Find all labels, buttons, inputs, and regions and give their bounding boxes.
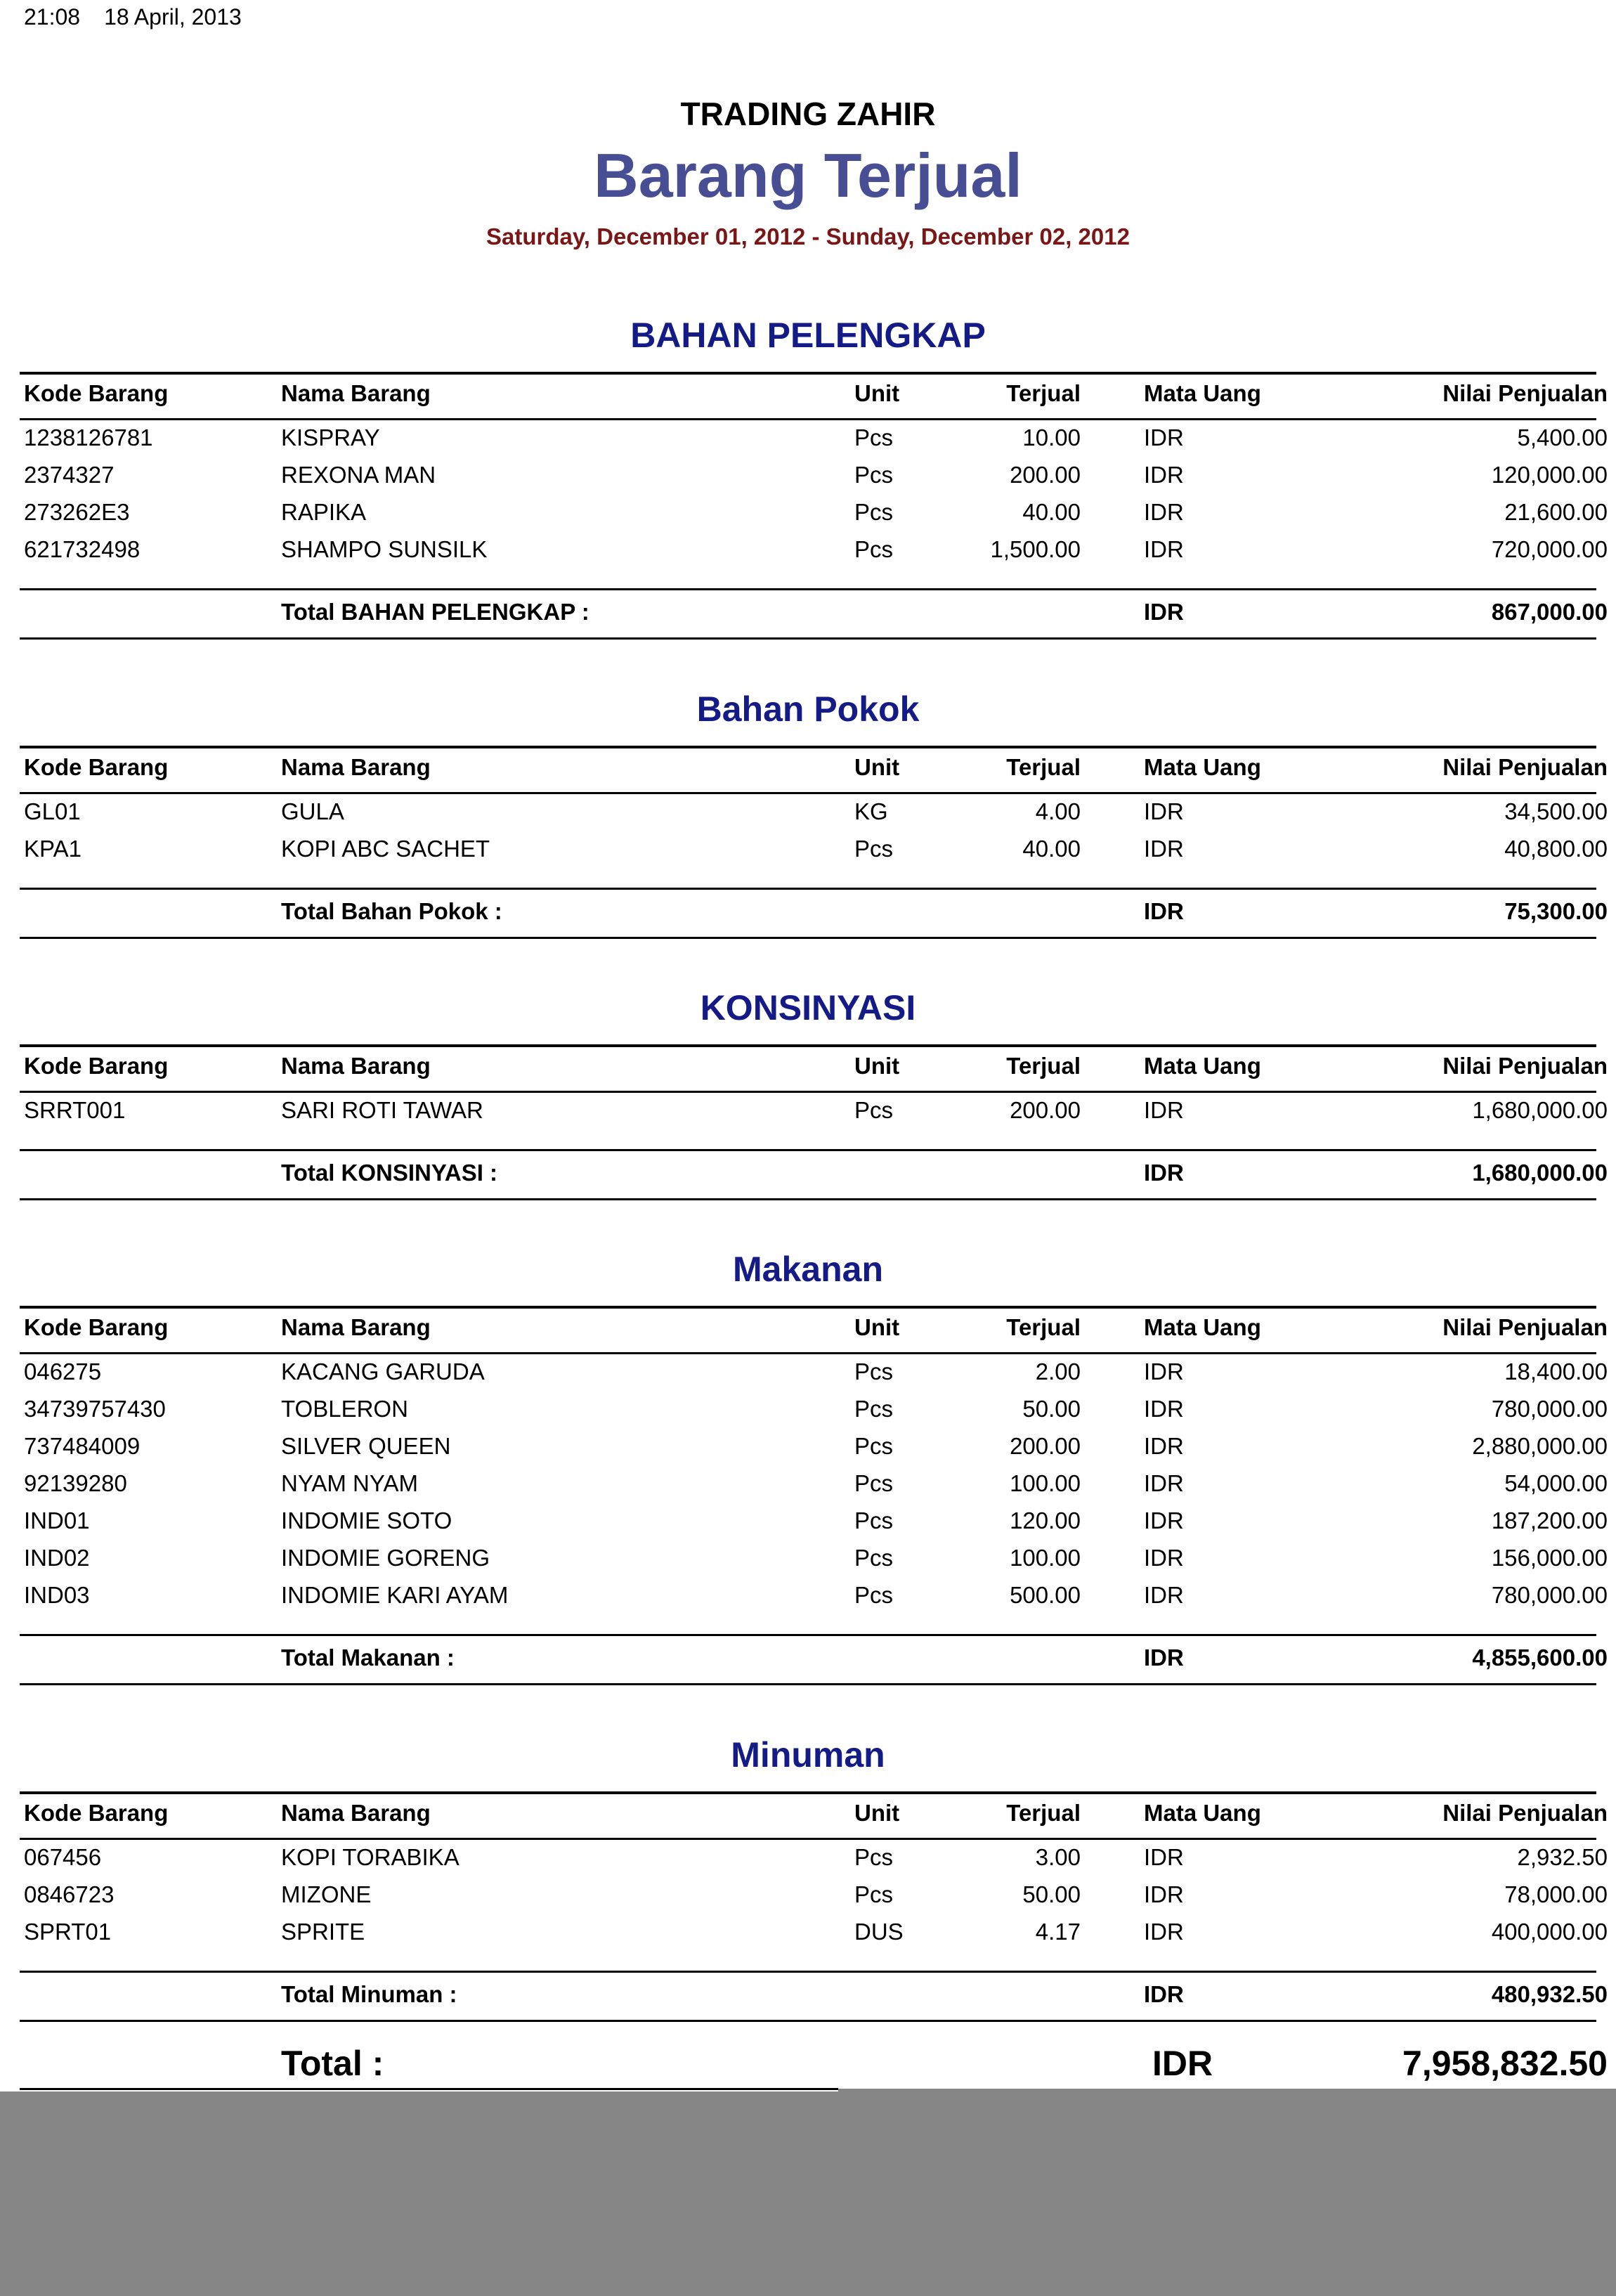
column-header-value: Nilai Penjualan (1442, 1800, 1608, 1826)
column-header-code: Kode Barang (24, 1314, 169, 1340)
table-row (20, 798, 1608, 826)
cell-unit: Pcs (854, 1545, 894, 1571)
cell-sold: 40.00 (1022, 836, 1081, 862)
column-header-currency: Mata Uang (1144, 1053, 1261, 1079)
cell-sold: 200.00 (1010, 1097, 1081, 1123)
cell-value: 780,000.00 (1491, 1396, 1608, 1422)
group-title: BAHAN PELENGKAP (630, 316, 986, 355)
cell-currency: IDR (1144, 1844, 1184, 1870)
group-total-row (20, 598, 1608, 626)
table-row (20, 1507, 1608, 1535)
table-row (20, 1470, 1608, 1498)
column-header-row (20, 1799, 1608, 1827)
table-row (20, 461, 1608, 489)
report-header (0, 93, 1616, 252)
column-header-row (20, 753, 1608, 781)
column-header-sold: Terjual (1006, 1800, 1081, 1826)
column-header-sold: Terjual (1006, 380, 1081, 406)
group-total-label: Total KONSINYASI : (281, 1160, 498, 1186)
group-total-label: Total BAHAN PELENGKAP : (281, 599, 589, 625)
cell-sold: 4.00 (1035, 798, 1081, 824)
cell-currency: IDR (1144, 1097, 1184, 1123)
group-total-value: 4,855,600.00 (1472, 1645, 1608, 1671)
cell-code: KPA1 (24, 836, 82, 862)
table-row (20, 498, 1608, 526)
cell-currency: IDR (1144, 1470, 1184, 1496)
column-header-name: Nama Barang (281, 380, 431, 406)
total-bottom-rule (20, 2020, 1596, 2022)
table-row (20, 1581, 1608, 1609)
cell-sold: 500.00 (1010, 1582, 1081, 1608)
cell-value: 18,400.00 (1504, 1358, 1608, 1384)
cell-name: SHAMPO SUNSILK (281, 536, 488, 562)
cell-unit: Pcs (854, 1396, 894, 1422)
cell-code: 621732498 (24, 536, 141, 562)
column-header-currency: Mata Uang (1144, 380, 1261, 406)
table-row (20, 1544, 1608, 1572)
header-bottom-rule (20, 418, 1596, 420)
column-header-code: Kode Barang (24, 1800, 169, 1826)
cell-sold: 2.00 (1035, 1358, 1081, 1384)
column-header-sold: Terjual (1006, 1314, 1081, 1340)
cell-value: 187,200.00 (1491, 1507, 1608, 1533)
cell-value: 78,000.00 (1504, 1881, 1608, 1907)
column-header-value: Nilai Penjualan (1442, 1053, 1608, 1079)
column-header-currency: Mata Uang (1144, 754, 1261, 780)
column-header-value: Nilai Penjualan (1442, 380, 1608, 406)
report-title: Barang Terjual (594, 141, 1022, 210)
group-total-value: 480,932.50 (1491, 1981, 1608, 2007)
cell-name: INDOMIE KARI AYAM (281, 1582, 509, 1608)
cell-currency: IDR (1144, 536, 1184, 562)
table-row (20, 1395, 1608, 1423)
total-bottom-rule (20, 937, 1596, 939)
group-title: Minuman (731, 1735, 885, 1775)
group-total-currency: IDR (1144, 898, 1184, 924)
table-row (20, 1918, 1608, 1946)
cell-unit: Pcs (854, 1358, 894, 1384)
cell-value: 780,000.00 (1491, 1582, 1608, 1608)
cell-currency: IDR (1144, 1396, 1184, 1422)
column-header-name: Nama Barang (281, 754, 431, 780)
total-bottom-rule (20, 637, 1596, 640)
column-header-name: Nama Barang (281, 1314, 431, 1340)
cell-unit: KG (854, 798, 888, 824)
column-header-unit: Unit (854, 1314, 900, 1340)
cell-unit: Pcs (854, 1881, 894, 1907)
cell-currency: IDR (1144, 1881, 1184, 1907)
group-total-currency: IDR (1144, 1981, 1184, 2007)
column-header-code: Kode Barang (24, 380, 169, 406)
column-header-row (20, 380, 1608, 408)
cell-value: 720,000.00 (1491, 536, 1608, 562)
cell-currency: IDR (1144, 1545, 1184, 1571)
cell-sold: 100.00 (1010, 1470, 1081, 1496)
total-top-rule (20, 1971, 1596, 1973)
cell-name: INDOMIE GORENG (281, 1545, 490, 1571)
cell-unit: Pcs (854, 536, 894, 562)
cell-currency: IDR (1144, 1582, 1184, 1608)
cell-sold: 4.17 (1035, 1919, 1081, 1945)
column-header-unit: Unit (854, 1800, 900, 1826)
column-header-sold: Terjual (1006, 754, 1081, 780)
table-row (20, 424, 1608, 452)
header-bottom-rule (20, 1352, 1596, 1354)
report-period: Saturday, December 01, 2012 - Sunday, December 02, 2012 (486, 223, 1130, 249)
cell-sold: 100.00 (1010, 1545, 1081, 1571)
column-header-sold: Terjual (1006, 1053, 1081, 1079)
cell-value: 40,800.00 (1504, 836, 1608, 862)
cell-sold: 40.00 (1022, 499, 1081, 525)
group-total-currency: IDR (1144, 1645, 1184, 1671)
table-row (20, 1358, 1608, 1386)
header-top-rule (20, 1044, 1596, 1047)
cell-name: REXONA MAN (281, 462, 436, 488)
group-total-value: 1,680,000.00 (1472, 1160, 1608, 1186)
table-row (20, 1096, 1608, 1124)
cell-code: GL01 (24, 798, 81, 824)
cell-code: 1238126781 (24, 424, 153, 450)
header-top-rule (20, 746, 1596, 748)
cell-code: IND02 (24, 1545, 90, 1571)
cell-code: 92139280 (24, 1470, 127, 1496)
empty-page-area (0, 2089, 1616, 2296)
group-total-row (20, 1980, 1608, 2009)
column-header-code: Kode Barang (24, 1053, 169, 1079)
column-header-name: Nama Barang (281, 1800, 431, 1826)
print-timestamp (24, 4, 242, 30)
cell-sold: 10.00 (1022, 424, 1081, 450)
cell-value: 1,680,000.00 (1472, 1097, 1608, 1123)
grand-total-currency: IDR (1152, 2044, 1213, 2083)
cell-currency: IDR (1144, 1507, 1184, 1533)
cell-sold: 50.00 (1022, 1396, 1081, 1422)
cell-unit: DUS (854, 1919, 904, 1945)
company-name: TRADING ZAHIR (680, 96, 936, 132)
cell-unit: Pcs (854, 424, 894, 450)
header-bottom-rule (20, 792, 1596, 794)
total-bottom-rule (20, 1198, 1596, 1200)
group-total-currency: IDR (1144, 599, 1184, 625)
cell-currency: IDR (1144, 1919, 1184, 1945)
total-bottom-rule (20, 1683, 1596, 1685)
cell-name: INDOMIE SOTO (281, 1507, 452, 1533)
cell-value: 156,000.00 (1491, 1545, 1608, 1571)
print-date: 18 April, 2013 (104, 4, 242, 30)
cell-code: 737484009 (24, 1433, 141, 1459)
cell-currency: IDR (1144, 499, 1184, 525)
column-header-name: Nama Barang (281, 1053, 431, 1079)
cell-name: KOPI ABC SACHET (281, 836, 490, 862)
grand-total-rule (20, 2088, 838, 2090)
cell-value: 5,400.00 (1517, 424, 1608, 450)
group-total-value: 75,300.00 (1504, 898, 1608, 924)
cell-value: 120,000.00 (1491, 462, 1608, 488)
cell-sold: 120.00 (1010, 1507, 1081, 1533)
cell-code: 046275 (24, 1358, 102, 1384)
cell-sold: 200.00 (1010, 462, 1081, 488)
cell-sold: 50.00 (1022, 1881, 1081, 1907)
cell-name: SPRITE (281, 1919, 365, 1945)
cell-code: 067456 (24, 1844, 102, 1870)
cell-value: 2,932.50 (1517, 1844, 1608, 1870)
grand-total-value: 7,958,832.50 (1402, 2044, 1608, 2083)
header-top-rule (20, 1306, 1596, 1309)
cell-name: MIZONE (281, 1881, 372, 1907)
cell-sold: 200.00 (1010, 1433, 1081, 1459)
column-header-value: Nilai Penjualan (1442, 754, 1608, 780)
cell-name: TOBLERON (281, 1396, 408, 1422)
header-bottom-rule (20, 1838, 1596, 1840)
cell-code: 0846723 (24, 1881, 115, 1907)
column-header-unit: Unit (854, 754, 900, 780)
table-row (20, 835, 1608, 863)
column-header-unit: Unit (854, 1053, 900, 1079)
group-title: KONSINYASI (700, 988, 916, 1027)
column-header-currency: Mata Uang (1144, 1314, 1261, 1340)
group-total-row (20, 1159, 1608, 1187)
cell-currency: IDR (1144, 1358, 1184, 1384)
cell-name: KACANG GARUDA (281, 1358, 485, 1384)
table-row (20, 1843, 1608, 1872)
column-header-row (20, 1314, 1608, 1342)
cell-unit: Pcs (854, 1433, 894, 1459)
total-top-rule (20, 1149, 1596, 1151)
cell-unit: Pcs (854, 499, 894, 525)
cell-unit: Pcs (854, 1470, 894, 1496)
cell-code: IND01 (24, 1507, 90, 1533)
group-total-label: Total Bahan Pokok : (281, 898, 502, 924)
cell-code: 273262E3 (24, 499, 130, 525)
group-title: Bahan Pokok (696, 689, 920, 729)
cell-code: SPRT01 (24, 1919, 112, 1945)
cell-code: 34739757430 (24, 1396, 166, 1422)
cell-name: KOPI TORABIKA (281, 1844, 460, 1870)
group-title: Makanan (733, 1250, 883, 1289)
cell-currency: IDR (1144, 462, 1184, 488)
group-total-row (20, 897, 1608, 926)
cell-sold: 3.00 (1035, 1844, 1081, 1870)
cell-value: 21,600.00 (1504, 499, 1608, 525)
cell-value: 34,500.00 (1504, 798, 1608, 824)
cell-code: IND03 (24, 1582, 90, 1608)
header-top-rule (20, 1791, 1596, 1794)
cell-unit: Pcs (854, 1582, 894, 1608)
cell-name: GULA (281, 798, 344, 824)
cell-currency: IDR (1144, 424, 1184, 450)
table-row (20, 1881, 1608, 1909)
group-total-currency: IDR (1144, 1160, 1184, 1186)
group-total-value: 867,000.00 (1491, 599, 1608, 625)
cell-value: 54,000.00 (1504, 1470, 1608, 1496)
table-row (20, 1432, 1608, 1460)
cell-name: RAPIKA (281, 499, 367, 525)
cell-unit: Pcs (854, 836, 894, 862)
group-total-label: Total Minuman : (281, 1981, 457, 2007)
cell-name: SARI ROTI TAWAR (281, 1097, 483, 1123)
cell-currency: IDR (1144, 836, 1184, 862)
cell-value: 2,880,000.00 (1472, 1433, 1608, 1459)
cell-code: SRRT001 (24, 1097, 126, 1123)
cell-name: KISPRAY (281, 424, 380, 450)
total-top-rule (20, 588, 1596, 590)
column-header-currency: Mata Uang (1144, 1800, 1261, 1826)
cell-value: 400,000.00 (1491, 1919, 1608, 1945)
total-top-rule (20, 1634, 1596, 1636)
total-top-rule (20, 888, 1596, 890)
cell-name: SILVER QUEEN (281, 1433, 451, 1459)
cell-unit: Pcs (854, 1097, 894, 1123)
table-row (20, 536, 1608, 564)
cell-unit: Pcs (854, 1844, 894, 1870)
cell-currency: IDR (1144, 1433, 1184, 1459)
column-header-value: Nilai Penjualan (1442, 1314, 1608, 1340)
column-header-unit: Unit (854, 380, 900, 406)
group-total-label: Total Makanan : (281, 1645, 455, 1671)
cell-name: NYAM NYAM (281, 1470, 418, 1496)
cell-code: 2374327 (24, 462, 115, 488)
cell-currency: IDR (1144, 798, 1184, 824)
column-header-code: Kode Barang (24, 754, 169, 780)
cell-unit: Pcs (854, 462, 894, 488)
group-total-row (20, 1644, 1608, 1672)
grand-total-row (20, 2041, 1608, 2091)
print-time: 21:08 (24, 4, 81, 30)
header-top-rule (20, 372, 1596, 375)
header-bottom-rule (20, 1091, 1596, 1093)
column-header-row (20, 1052, 1608, 1080)
grand-total-label: Total : (281, 2044, 384, 2083)
cell-sold: 1,500.00 (990, 536, 1081, 562)
cell-unit: Pcs (854, 1507, 894, 1533)
